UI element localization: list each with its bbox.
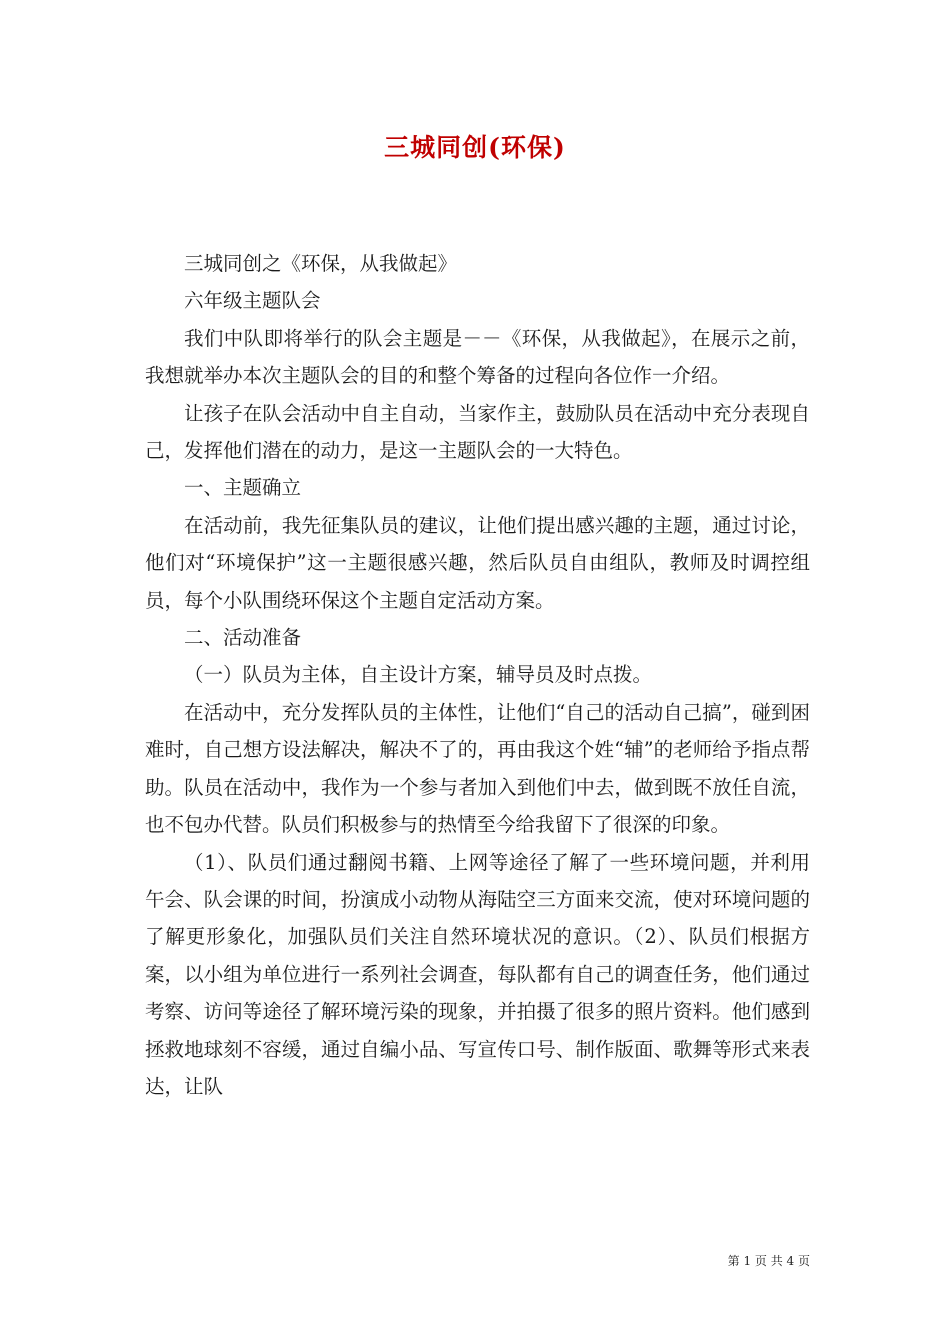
paragraph-steps: （1）、队员们通过翻阅书籍、上网等途径了解了一些环境问题，并利用午会、队会课的时间，扮演成小动物从海陆空三方面来交流，使对环境问题的了解更形象化，加强队员们关注自然环境状况的意识。（2）、队员们根据方案，以小组为单位进行一系列社会调查，每队都有自己的调查任务，他们通过考察、访问等途径了解环境污染的现象，并拍摄了很多的照片资料。他们感到拯救地球刻不容缓，通过自编小品、写宣传口号、制作版面、歌舞等形式来表达，让队 [145, 850, 810, 1098]
section-heading-preparation: 二、活动准备 [184, 626, 302, 650]
paragraph-subtitle: 三城同创之《环保，从我做起》 [184, 252, 458, 275]
paragraph-grade: 六年级主题队会 [184, 289, 321, 313]
section-heading-theme: 一、主题确立 [184, 476, 302, 500]
paragraph-intro: 我们中队即将举行的队会主题是－－《环保，从我做起》，在展示之前，我想就举办本次主题队会的目的和整个筹备的过程向各位作一介绍。 [145, 326, 810, 388]
paragraph-feature: 让孩子在队会活动中自主自动，当家作主，鼓励队员在活动中充分表现自己，发挥他们潜在的动力，是这一主题队会的一大特色。 [145, 401, 810, 463]
document-body [145, 245, 810, 1105]
paragraph-activity: 在活动中，充分发挥队员的主体性，让他们“自己的活动自己搞”，碰到困难时，自己想方设法解决，解决不了的，再由我这个姓“辅”的老师给予指点帮助。队员在活动中，我作为一个参与者加入到他们中去，做到既不放任自流，也不包办代替。队员们积极参与的热情至今给我留下了很深的印象。 [145, 700, 810, 837]
page-number-footer: 第 1 页 共 4 页 [727, 1254, 810, 1268]
subsection-heading-1: （一）队员为主体，自主设计方案，辅导员及时点拨。 [184, 663, 653, 687]
document-title: 三城同创(环保) [384, 133, 566, 162]
paragraph-theme: 在活动前，我先征集队员的建议，让他们提出感兴趣的主题，通过讨论，他们对“环境保护”这一主题很感兴趣，然后队员自由组队，教师及时调控组员，每个小队围绕环保这个主题自定活动方案。 [145, 513, 810, 612]
